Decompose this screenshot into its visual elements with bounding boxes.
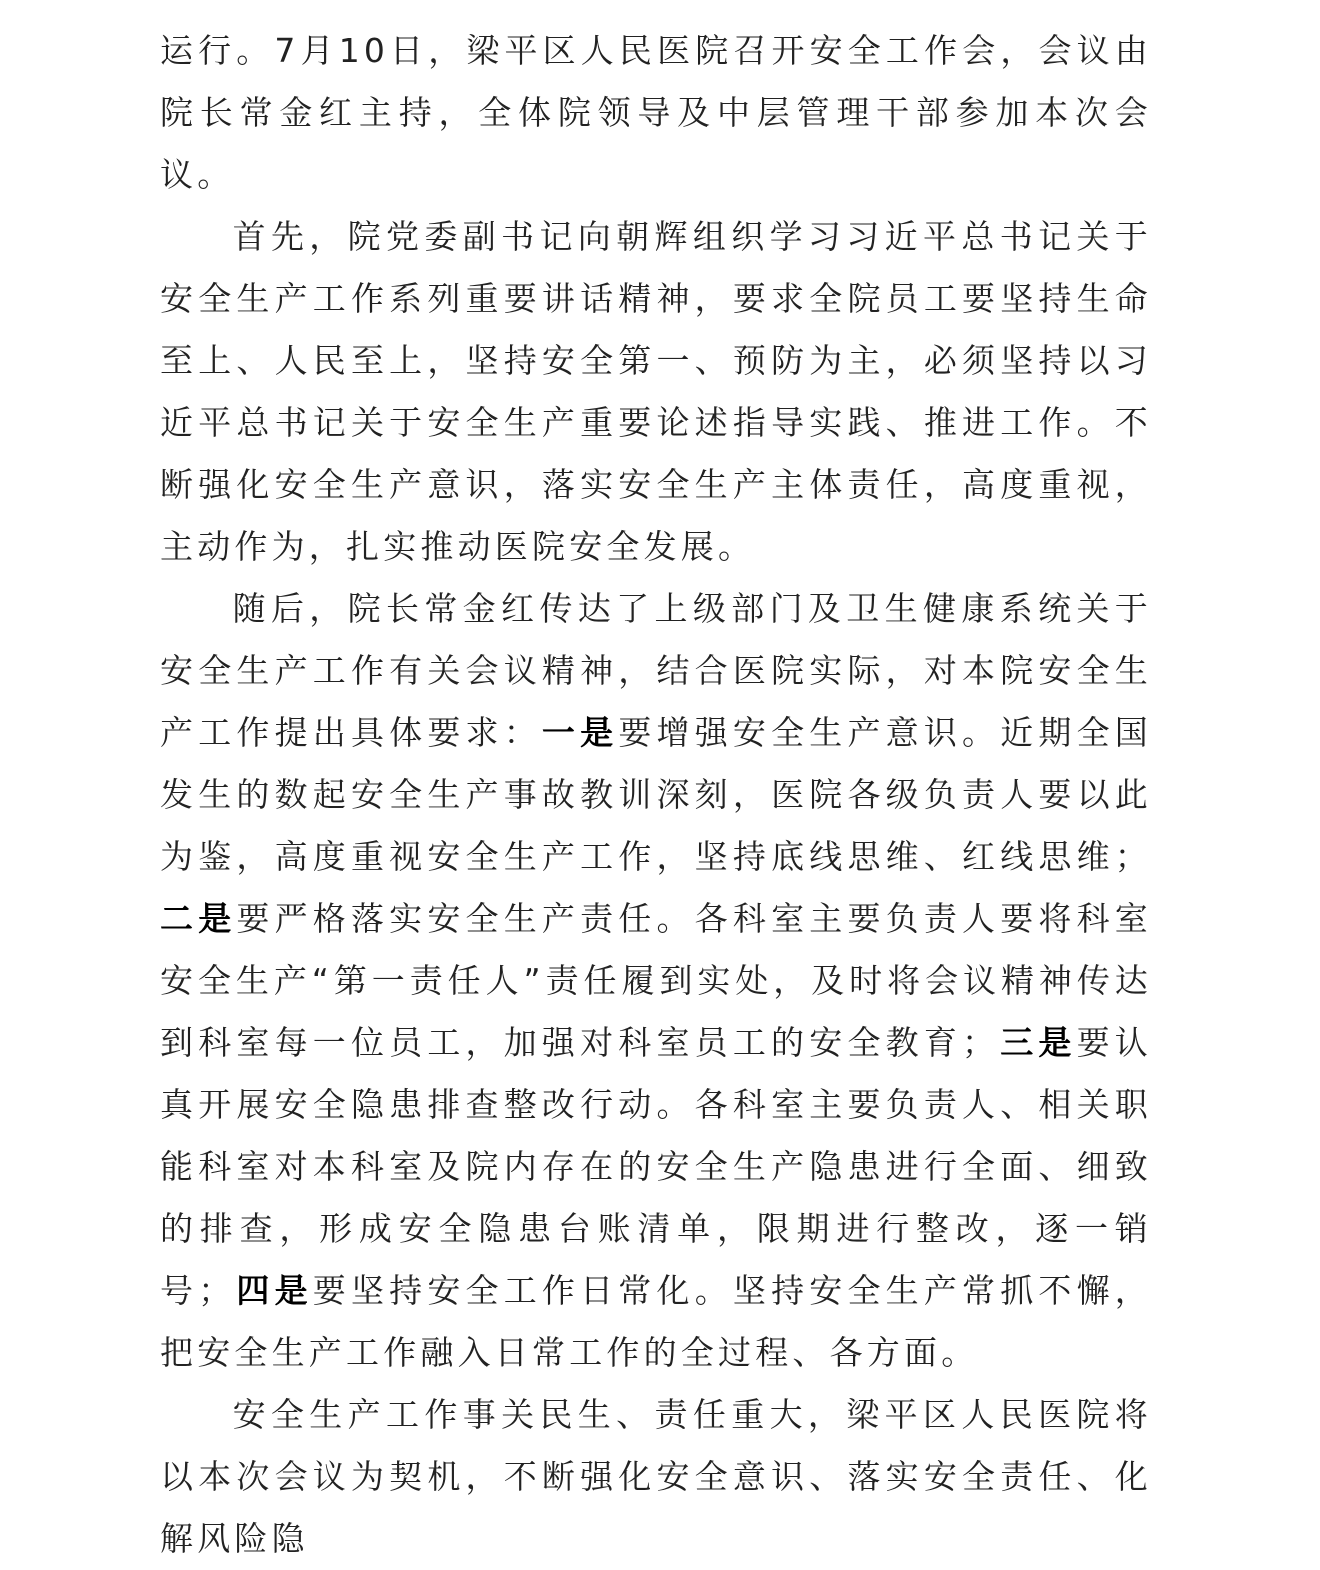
text-segment: 随后，院长常金红传达了上级部门及卫生健康系统关于安全生产工作有关会议精神，结合医院实际，对本院安全生产工作提出具体要求： [160,589,1152,752]
text-segment: 安全生产工作事关民生、责任重大，梁平区人民医院将以本次会议为契机，不断强化安全意识、落实安全责任、化解风险隐 [160,1395,1152,1558]
text-segment: 要坚持安全工作日常化。坚持安全生产常抓不懈，把安全生产工作融入日常工作的全过程、各方面。 [160,1271,1152,1372]
text-segment: 运行。7月10日，梁平区人民医院召开安全工作会，会议由院长常金红主持，全体院领导及中层管理干部参加本次会议。 [160,31,1152,194]
text-segment: 首先，院党委副书记向朝辉组织学习习近平总书记关于安全生产工作系列重要讲话精神，要求全院员工要坚持生命至上、人民至上，坚持安全第一、预防为主，必须坚持以习近平总书记关于安全生产重要论述指导实践、推进工作。不断强化安全生产意识，落实安全生产主体责任，高度重视，主动作为，扎实推动医院安全发展。 [160,217,1152,566]
emphasis-first: 一是 [541,713,619,752]
paragraph-meeting-intro [160,20,1152,206]
text-segment: 要严格落实安全生产责任。各科室主要负责人要将科室安全生产“第一责任人”责任履到实处，及时将会议精神传达到科室每一位员工，加强对科室员工的安全教育； [160,899,1152,1062]
document-page [160,20,1152,1570]
emphasis-fourth: 四是 [235,1271,313,1310]
emphasis-second: 二是 [160,899,237,938]
emphasis-third: 三是 [999,1023,1077,1062]
paragraph-study-session [160,206,1152,578]
text-segment: 要增强安全生产意识。近期全国发生的数起安全生产事故教训深刻，医院各级负责人要以此为鉴，高度重视安全生产工作，坚持底线思维、红线思维； [160,713,1152,876]
paragraph-requirements [160,578,1152,1384]
text-segment: 要认真开展安全隐患排查整改行动。各科室主要负责人、相关职能科室对本科室及院内存在的安全生产隐患进行全面、细致的排查，形成安全隐患台账清单，限期进行整改，逐一销号； [160,1023,1152,1310]
paragraph-conclusion [160,1384,1152,1570]
